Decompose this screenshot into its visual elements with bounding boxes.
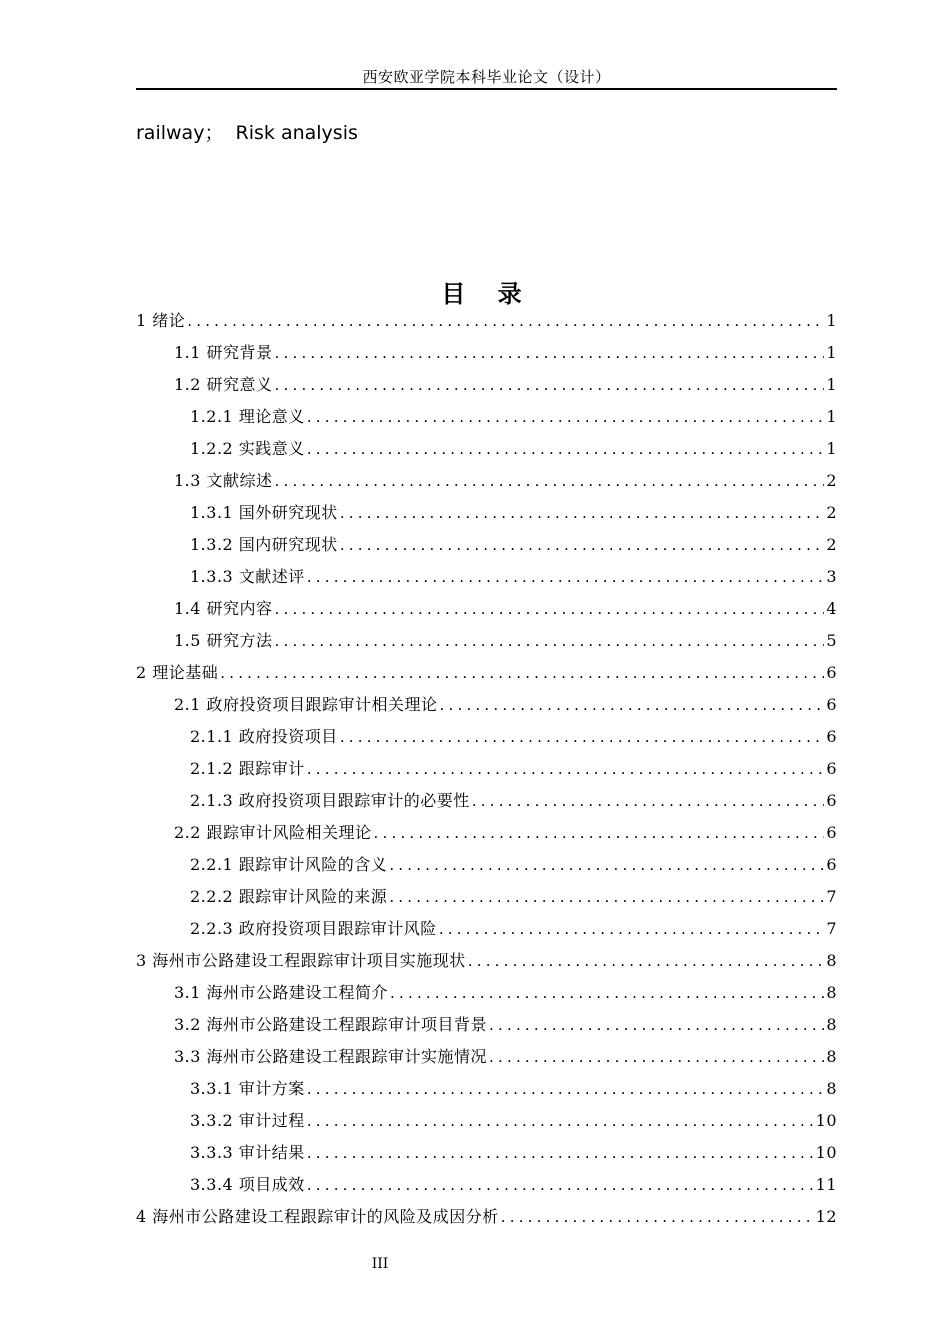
toc-entry-page: 8: [826, 983, 837, 1002]
toc-entry-label: 1.3.2 国内研究现状: [190, 535, 338, 554]
toc-entry-label: 3.3 海州市公路建设工程跟踪审计实施情况: [174, 1047, 488, 1066]
toc-dot-leader: [187, 305, 824, 337]
toc-entry[interactable]: [136, 1105, 837, 1137]
toc-dot-leader: [489, 1009, 824, 1041]
toc-entry-label: 2.2 跟踪审计风险相关理论: [174, 823, 372, 842]
toc-entry-label: 1.2.1 理论意义: [190, 407, 305, 426]
toc-entry[interactable]: [136, 1169, 837, 1201]
toc-entry[interactable]: [136, 529, 837, 561]
toc-dot-leader: [275, 593, 825, 625]
toc-entry-label: 3.3.4 项目成效: [190, 1175, 305, 1194]
toc-entry-label: 1 绪论: [136, 311, 186, 330]
toc-entry-label: 1.4 研究内容: [174, 599, 273, 618]
toc-entry[interactable]: [136, 465, 837, 497]
toc-entry-label: 3.3.2 审计过程: [190, 1111, 305, 1130]
toc-dot-leader: [275, 369, 825, 401]
toc-entry-label: 1.3.3 文献述评: [190, 567, 305, 586]
toc-entry[interactable]: [136, 913, 837, 945]
toc-dot-leader: [472, 785, 825, 817]
toc-dot-leader: [389, 849, 824, 881]
toc-entry-label: 2.2.3 政府投资项目跟踪审计风险: [190, 919, 437, 938]
toc-entry-label: 2 理论基础: [136, 663, 219, 682]
toc-entry-page: 6: [826, 823, 837, 842]
toc-entry[interactable]: [136, 593, 837, 625]
toc-dot-leader: [220, 657, 824, 689]
toc-entry[interactable]: [136, 753, 837, 785]
toc-entry-page: 6: [826, 855, 837, 874]
toc-entry-page: 6: [826, 759, 837, 778]
toc-entry-page: 6: [826, 663, 837, 682]
toc-entry[interactable]: [136, 785, 837, 817]
toc-dot-leader: [307, 1073, 825, 1105]
toc-entry-label: 3.3.3 审计结果: [190, 1143, 305, 1162]
toc-dot-leader: [307, 1105, 814, 1137]
toc-entry[interactable]: [136, 849, 837, 881]
toc-entry-page: 1: [826, 407, 837, 426]
toc-dot-leader: [307, 1169, 814, 1201]
toc-entry[interactable]: [136, 1201, 837, 1233]
toc-dot-leader: [374, 817, 825, 849]
toc-entry-page: 4: [826, 599, 837, 618]
toc-entry[interactable]: [136, 945, 837, 977]
toc-entry-page: 6: [826, 695, 837, 714]
toc-entry[interactable]: [136, 1073, 837, 1105]
toc-entry-label: 2.2.1 跟踪审计风险的含义: [190, 855, 388, 874]
toc-entry-page: 8: [826, 951, 837, 970]
toc-dot-leader: [390, 977, 824, 1009]
toc-entry[interactable]: [136, 689, 837, 721]
toc-entry-page: 1: [826, 439, 837, 458]
toc-entry[interactable]: [136, 977, 837, 1009]
toc-entry-page: 8: [826, 1015, 837, 1034]
toc-entry-page: 11: [815, 1175, 837, 1194]
toc-entry-label: 1.1 研究背景: [174, 343, 273, 362]
toc-dot-leader: [468, 945, 825, 977]
toc-entry-label: 3.1 海州市公路建设工程简介: [174, 983, 389, 1002]
toc-dot-leader: [340, 497, 825, 529]
toc-dot-leader: [307, 753, 825, 785]
toc-dot-leader: [275, 465, 825, 497]
toc-entry-label: 2.2.2 跟踪审计风险的来源: [190, 887, 388, 906]
toc-entry[interactable]: [136, 305, 837, 337]
toc-entry-page: 8: [826, 1047, 837, 1066]
toc-entry-page: 1: [826, 311, 837, 330]
toc-entry-page: 8: [826, 1079, 837, 1098]
toc-entry[interactable]: [136, 1041, 837, 1073]
toc-dot-leader: [439, 913, 825, 945]
toc-dot-leader: [440, 689, 825, 721]
toc-dot-leader: [340, 529, 825, 561]
toc-entry-label: 3.3.1 审计方案: [190, 1079, 305, 1098]
toc-dot-leader: [501, 1201, 814, 1233]
toc-entry[interactable]: [136, 625, 837, 657]
toc-entry-label: 3 海州市公路建设工程跟踪审计项目实施现状: [136, 951, 466, 970]
toc-entry[interactable]: [136, 721, 837, 753]
table-of-contents: [136, 305, 837, 1233]
toc-dot-leader: [340, 721, 825, 753]
toc-entry-page: 3: [826, 567, 837, 586]
toc-dot-leader: [275, 337, 825, 369]
toc-dot-leader: [307, 1137, 814, 1169]
toc-entry-page: 2: [826, 503, 837, 522]
toc-entry-label: 1.2.2 实践意义: [190, 439, 305, 458]
keywords-line: railway； Risk analysis: [136, 122, 358, 144]
toc-entry-page: 2: [826, 535, 837, 554]
toc-entry-label: 3.2 海州市公路建设工程跟踪审计项目背景: [174, 1015, 488, 1034]
toc-title: 目 录: [441, 279, 534, 308]
toc-entry[interactable]: [136, 433, 837, 465]
toc-dot-leader: [307, 401, 825, 433]
toc-entry-page: 7: [826, 919, 837, 938]
toc-entry[interactable]: [136, 497, 837, 529]
toc-entry-page: 5: [826, 631, 837, 650]
toc-entry[interactable]: [136, 369, 837, 401]
toc-entry-page: 2: [826, 471, 837, 490]
toc-entry-page: 1: [826, 375, 837, 394]
toc-dot-leader: [307, 433, 825, 465]
toc-entry-label: 2.1.3 政府投资项目跟踪审计的必要性: [190, 791, 470, 810]
toc-entry-page: 6: [826, 727, 837, 746]
page-number: III: [371, 1256, 389, 1272]
header-rule: [136, 88, 837, 90]
toc-entry-page: 7: [826, 887, 837, 906]
page-header-title: 西安欧亚学院本科毕业论文（设计）: [362, 68, 611, 86]
toc-entry[interactable]: [136, 657, 837, 689]
toc-entry[interactable]: [136, 881, 837, 913]
toc-entry[interactable]: [136, 1009, 837, 1041]
toc-entry[interactable]: [136, 401, 837, 433]
toc-entry[interactable]: [136, 817, 837, 849]
toc-entry-label: 1.2 研究意义: [174, 375, 273, 394]
toc-dot-leader: [307, 561, 825, 593]
toc-entry-label: 1.5 研究方法: [174, 631, 273, 650]
toc-entry-page: 10: [815, 1143, 837, 1162]
toc-entry-page: 12: [815, 1207, 837, 1226]
toc-entry-label: 1.3.1 国外研究现状: [190, 503, 338, 522]
toc-entry-label: 4 海州市公路建设工程跟踪审计的风险及成因分析: [136, 1207, 499, 1226]
toc-dot-leader: [389, 881, 824, 913]
toc-entry[interactable]: [136, 1137, 837, 1169]
toc-entry-page: 1: [826, 343, 837, 362]
toc-entry[interactable]: [136, 561, 837, 593]
toc-dot-leader: [489, 1041, 824, 1073]
toc-dot-leader: [275, 625, 825, 657]
toc-entry-page: 10: [815, 1111, 837, 1130]
toc-entry-label: 2.1.2 跟踪审计: [190, 759, 305, 778]
toc-entry-label: 2.1 政府投资项目跟踪审计相关理论: [174, 695, 438, 714]
toc-entry-label: 2.1.1 政府投资项目: [190, 727, 338, 746]
toc-entry[interactable]: [136, 337, 837, 369]
toc-entry-page: 6: [826, 791, 837, 810]
toc-entry-label: 1.3 文献综述: [174, 471, 273, 490]
